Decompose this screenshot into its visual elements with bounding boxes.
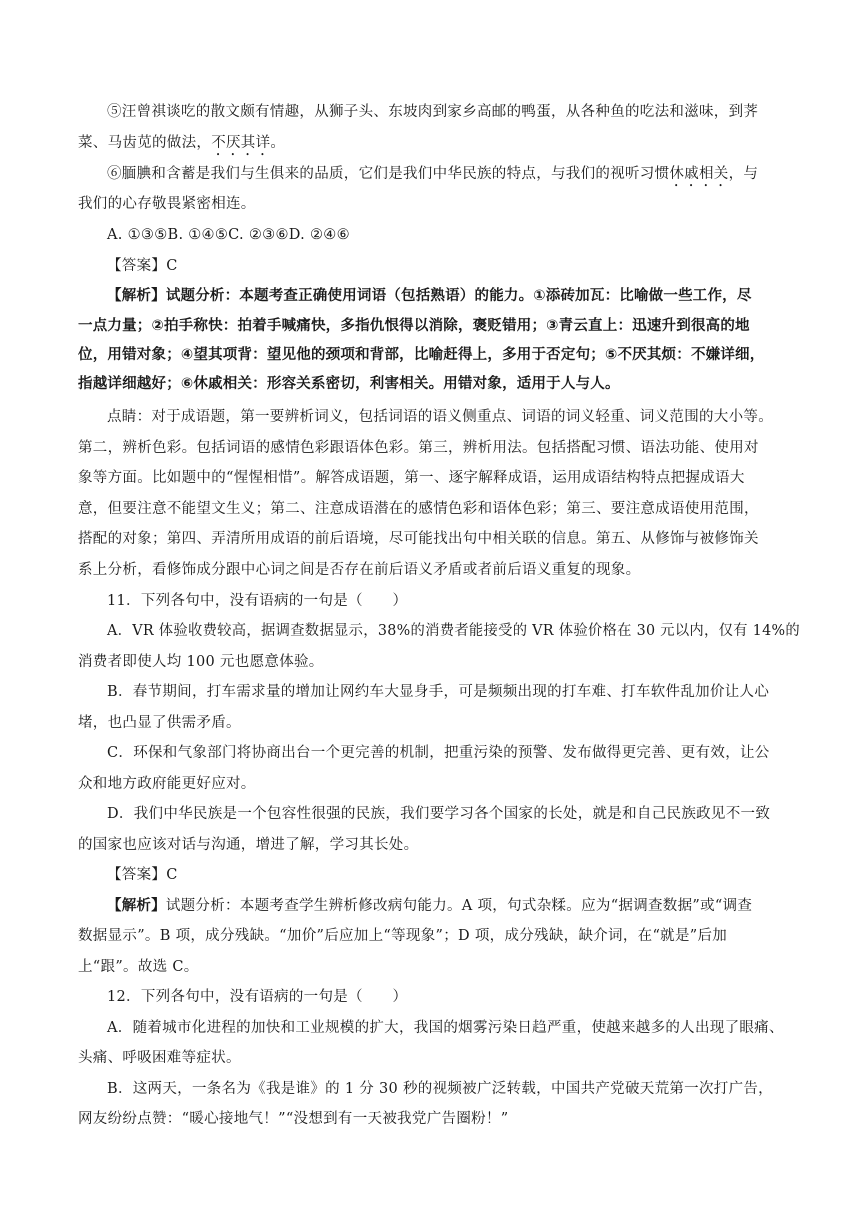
answer-choices: A. ①③⑤B. ①④⑤C. ②③⑥D. ②④⑥ — [107, 227, 350, 243]
option-b-cont: 网友纷纷点赞：“暖心接地气！”“没想到有一天被我党广告圈粉！” — [78, 1111, 509, 1127]
analysis-line: 上“跟”。故选 C。 — [78, 959, 199, 975]
option-b-cont: 堵，也凸显了供需矛盾。 — [78, 715, 241, 731]
analysis-line: 位，用错对象；④望其项背：望见他的颈项和背部，比喻赶得上，多用于否定句；⑤不厌其烦：不嫌详细， — [78, 347, 765, 363]
option-line-6-cont: 我们的心存敬畏紧密相连。 — [78, 196, 256, 212]
option-d: D．我们中华民族是一个包容性很强的民族，我们要学习各个国家的长处，就是和自己民族政见不一致 — [107, 806, 771, 822]
tip-line: 意，但要注意不能望文生义；第二、注意成语潜在的感情色彩和语体色彩；第三、要注意成语使用范围， — [78, 501, 759, 517]
analysis-line: 数据显示”。B 项，成分残缺。“加价”后应加上“等现象”；D 项，成分残缺，缺介词，在“就是”后加 — [78, 928, 728, 944]
option-c-cont: 众和地方政府能更好应对。 — [78, 776, 256, 792]
emphasized-idiom: 不厌其详 — [211, 135, 271, 151]
answer-label: 【答案】C — [107, 867, 178, 883]
option-a-cont: 消费者即使人均 100 元也愿意体验。 — [78, 654, 324, 670]
analysis-line: 【解析】试题分析：本题考查学生辨析修改病句能力。A 项，句式杂糅。应为“据调查数据”或“调查 — [107, 898, 753, 914]
option-line-5-cont: 菜、马齿苋的做法，不厌其详。 — [78, 135, 286, 151]
question-12-stem: 12．下列各句中，没有语病的一句是（ ） — [107, 989, 408, 1005]
tip-line: 系上分析，看修饰成分跟中心词之间是否存在前后语义矛盾或者前后语义重复的现象。 — [78, 562, 641, 578]
option-a-cont: 头痛、呼吸困难等症状。 — [78, 1050, 241, 1066]
option-d-cont: 的国家也应该对话与沟通，增进了解，学习其长处。 — [78, 837, 419, 853]
option-a: A．随着城市化进程的加快和工业规模的扩大，我国的烟雾污染日趋严重，使越来越多的人出现了眼痛、 — [107, 1020, 784, 1036]
tip-line: 象等方面。比如题中的“惺惺相惜”。解答成语题，第一、逐字解释成语，运用成语结构特点把握成语大 — [78, 470, 745, 486]
analysis-line: 【解析】试题分析：本题考查正确使用词语（包括熟语）的能力。①添砖加瓦：比喻做一些工作，尽 — [107, 288, 752, 304]
option-line-6: ⑥腼腆和含蓄是我们与生俱来的品质，它们是我们中华民族的特点，与我们的视听习惯休戚相关，与 — [107, 166, 759, 182]
option-b: B．春节期间，打车需求量的增加让网约车大显身手，可是频频出现的打车难、打车软件乱加价让人心 — [107, 684, 770, 700]
analysis-line: 指越详细越好；⑥休戚相关：形容关系密切，利害相关。用错对象，适用于人与人。 — [78, 376, 620, 392]
option-b: B．这两天，一条名为《我是谁》的 1 分 30 秒的视频被广泛转载，中国共产党破天荒第一次打广告， — [107, 1081, 773, 1097]
analysis-line: 一点力量；②拍手称快：拍着手喊痛快，多指仇恨得以消除，褒贬错用；③青云直上：迅速升到很高的地 — [78, 318, 750, 334]
option-a: A．VR 体验收费较高，据调查数据显示，38%的消费者能接受的 VR 体验价格在 30 元以内，仅有 14%的 — [107, 623, 800, 639]
tip-line: 点睛：对于成语题，第一要辨析词义，包括词语的语义侧重点、词语的词义轻重、词义范围的大小等。 — [107, 409, 773, 425]
option-c: C．环保和气象部门将协商出台一个更完善的机制，把重污染的预警、发布做得更完善、更有效，让公 — [107, 745, 770, 761]
question-11-stem: 11．下列各句中，没有语病的一句是（ ） — [107, 593, 408, 609]
option-line-5: ⑤汪曾祺谈吃的散文颇有情趣，从狮子头、东坡肉到家乡高邮的鸭蛋，从各种鱼的吃法和滋味，到荠 — [107, 104, 759, 120]
answer-label: 【答案】C — [107, 258, 178, 274]
emphasized-idiom: 休戚相关 — [669, 166, 729, 182]
tip-line: 搭配的对象；第四、弄清所用成语的前后语境，尽可能找出句中相关联的信息。第五、从修饰与被修饰关 — [78, 531, 759, 547]
tip-line: 第二，辨析色彩。包括词语的感情色彩跟语体色彩。第三，辨析用法。包括搭配习惯、语法功能、使用对 — [78, 440, 759, 456]
